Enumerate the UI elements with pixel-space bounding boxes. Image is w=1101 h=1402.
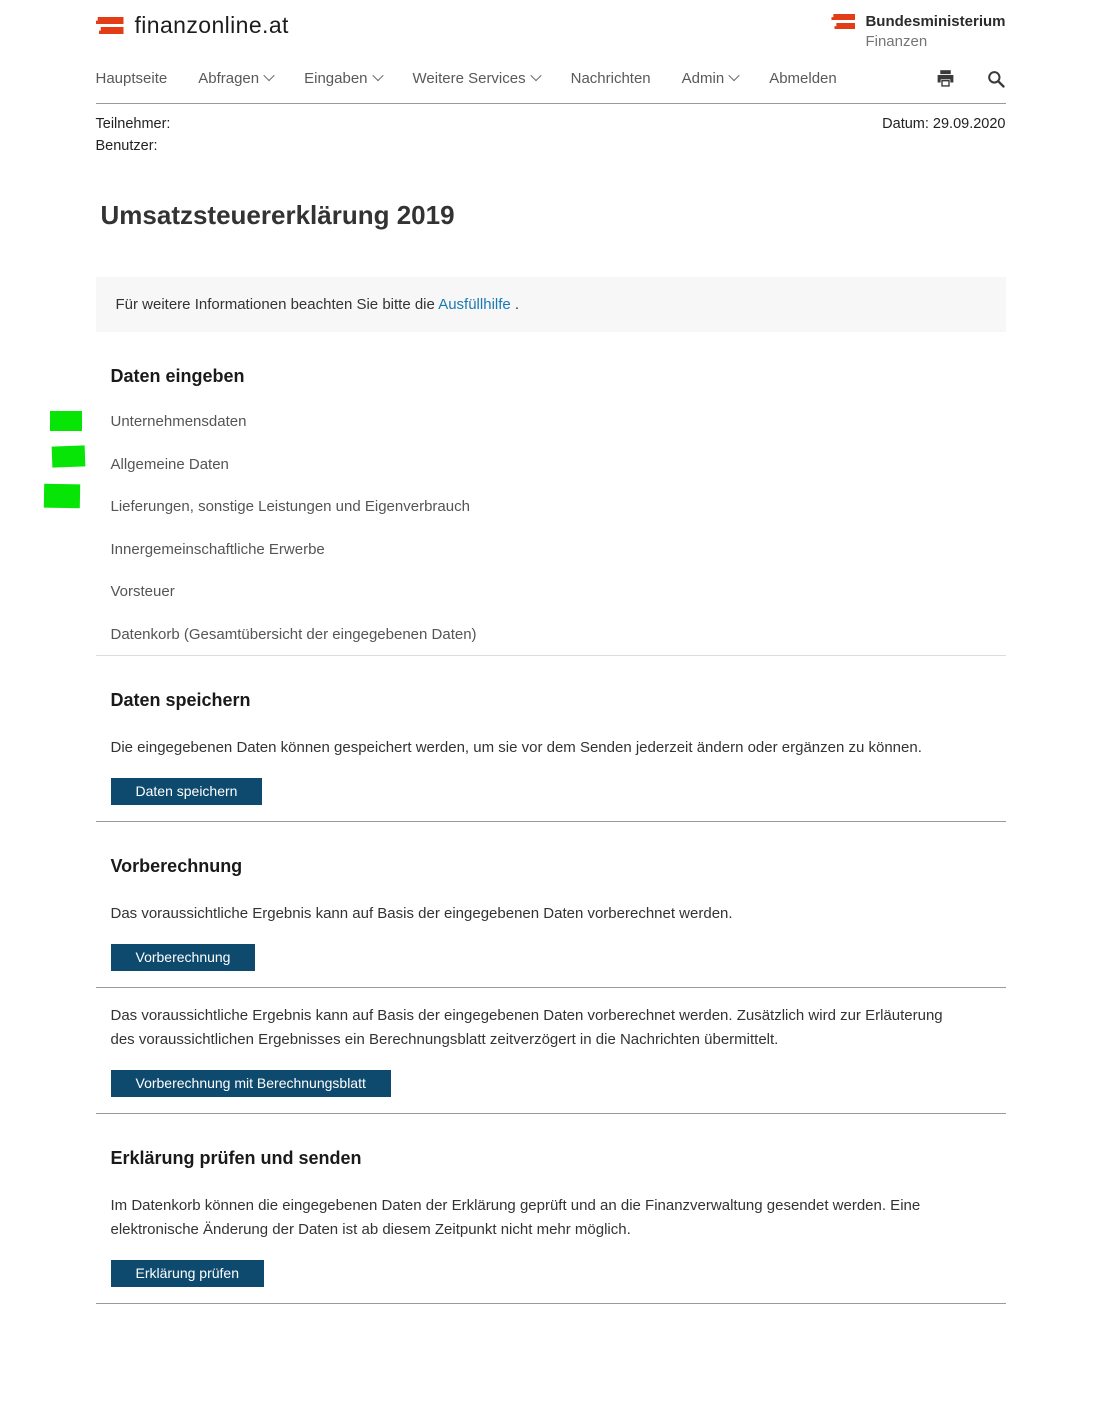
link-allgemeine-daten[interactable]: Allgemeine Daten	[110, 455, 229, 473]
section-text: Das voraussichtliche Ergebnis kann auf Basis der eingegebenen Daten vorberechnet werden. Zusätzlich wird zur Erläuterung des voraussichtlichen Ergebnisses ein Berechnungsblatt zeitverzögert in die Nachrichten übermittelt.	[110, 1006, 943, 1048]
nav-item-nachrichten[interactable]	[571, 70, 651, 87]
ministry-name: Bundesministerium	[865, 13, 1006, 30]
nav-label: Eingaben	[304, 70, 368, 87]
section-divider	[96, 655, 1006, 656]
section-erklaerung-pruefen	[96, 1148, 1006, 1287]
chevron-down-icon	[263, 70, 274, 81]
section-divider	[96, 821, 1006, 822]
austria-flag-icon	[96, 17, 124, 34]
ministry-logo	[831, 12, 1005, 51]
section-text: Das voraussichtliche Ergebnis kann auf Basis der eingegebenen Daten vorberechnet werden.	[110, 904, 733, 922]
section-divider	[96, 1303, 1006, 1304]
info-text-before: Für weitere Informationen beachten Sie bitte die	[115, 296, 435, 313]
finanzonline-logo[interactable]	[96, 12, 289, 39]
date-display: Datum: 29.09.2020	[882, 116, 1006, 132]
link-vorsteuer[interactable]: Vorsteuer	[110, 583, 175, 600]
section-daten-speichern	[96, 690, 1006, 805]
nav-label: Admin	[681, 70, 725, 87]
printer-icon[interactable]	[935, 68, 956, 89]
vorberechnung-button[interactable]: Vorberechnung	[111, 944, 256, 971]
nav-label: Hauptseite	[95, 70, 168, 87]
nav-label: Abfragen	[198, 70, 260, 87]
section-heading: Daten eingeben	[110, 366, 245, 386]
chevron-down-icon	[729, 70, 740, 81]
nav-item-hauptseite[interactable]	[96, 70, 168, 87]
chevron-down-icon	[530, 70, 541, 81]
ausfuellhilfe-link[interactable]: Ausfüllhilfe	[438, 296, 511, 313]
nav-item-abfragen[interactable]	[198, 70, 273, 87]
section-heading: Vorberechnung	[110, 855, 243, 876]
link-innergemeinschaftliche-erwerbe[interactable]: Innergemeinschaftliche Erwerbe	[110, 540, 325, 558]
daten-speichern-button[interactable]: Daten speichern	[111, 778, 263, 805]
link-unternehmensdaten[interactable]: Unternehmensdaten	[110, 413, 247, 430]
daten-eingeben-link-list	[111, 413, 991, 643]
logo-text: finanzonline.at	[134, 12, 289, 38]
main-nav	[96, 68, 1006, 104]
vorberechnung-mit-berechnungsblatt-button[interactable]: Vorberechnung mit Berechnungsblatt	[111, 1070, 391, 1097]
nav-label: Nachrichten	[570, 70, 651, 87]
info-text-after: .	[514, 296, 520, 313]
section-divider	[96, 1113, 1006, 1114]
page-title: Umsatzsteuererklärung 2019	[100, 200, 455, 230]
nav-item-weitere-services[interactable]	[413, 70, 540, 87]
benutzer-label: Benutzer:	[95, 138, 158, 154]
teilnehmer-label: Teilnehmer:	[95, 116, 171, 132]
header	[96, 0, 1006, 51]
section-text: Die eingegebenen Daten können gespeichert werden, um sie vor dem Senden jederzeit ändern oder ergänzen zu können.	[110, 738, 922, 756]
nav-label: Weitere Services	[412, 70, 526, 87]
nav-label: Abmelden	[769, 70, 837, 87]
section-text: Im Datenkorb können die eingegebenen Daten der Erklärung geprüft und an die Finanzverwaltung gesendet werden. Eine elektronische Änderung der Daten ist ab diesem Zeitpunkt nicht mehr möglich.	[110, 1196, 921, 1238]
section-vorberechnung-berechnungsblatt	[96, 1004, 1006, 1097]
link-datenkorb[interactable]: Datenkorb (Gesamtübersicht der eingegebenen Daten)	[110, 625, 477, 643]
section-divider	[96, 987, 1006, 988]
section-daten-eingeben	[96, 366, 1006, 643]
nav-item-eingaben[interactable]	[304, 70, 381, 87]
nav-item-abmelden[interactable]	[769, 70, 837, 87]
green-highlight-mark	[43, 484, 79, 509]
nav-item-admin[interactable]	[682, 70, 739, 87]
session-meta	[96, 116, 1006, 160]
section-vorberechnung	[96, 856, 1006, 971]
ministry-department: Finanzen	[865, 32, 928, 50]
austria-flag-icon	[831, 14, 855, 29]
link-lieferungen[interactable]: Lieferungen, sonstige Leistungen und Eigenverbrauch	[110, 498, 470, 515]
search-icon[interactable]	[986, 69, 1006, 89]
chevron-down-icon	[372, 70, 383, 81]
green-highlight-mark	[51, 445, 85, 467]
green-highlight-mark	[50, 411, 82, 431]
info-box	[96, 277, 1006, 332]
section-heading: Daten speichern	[110, 689, 251, 710]
erklaerung-pruefen-button[interactable]: Erklärung prüfen	[111, 1260, 265, 1287]
section-heading: Erklärung prüfen und senden	[110, 1147, 362, 1168]
